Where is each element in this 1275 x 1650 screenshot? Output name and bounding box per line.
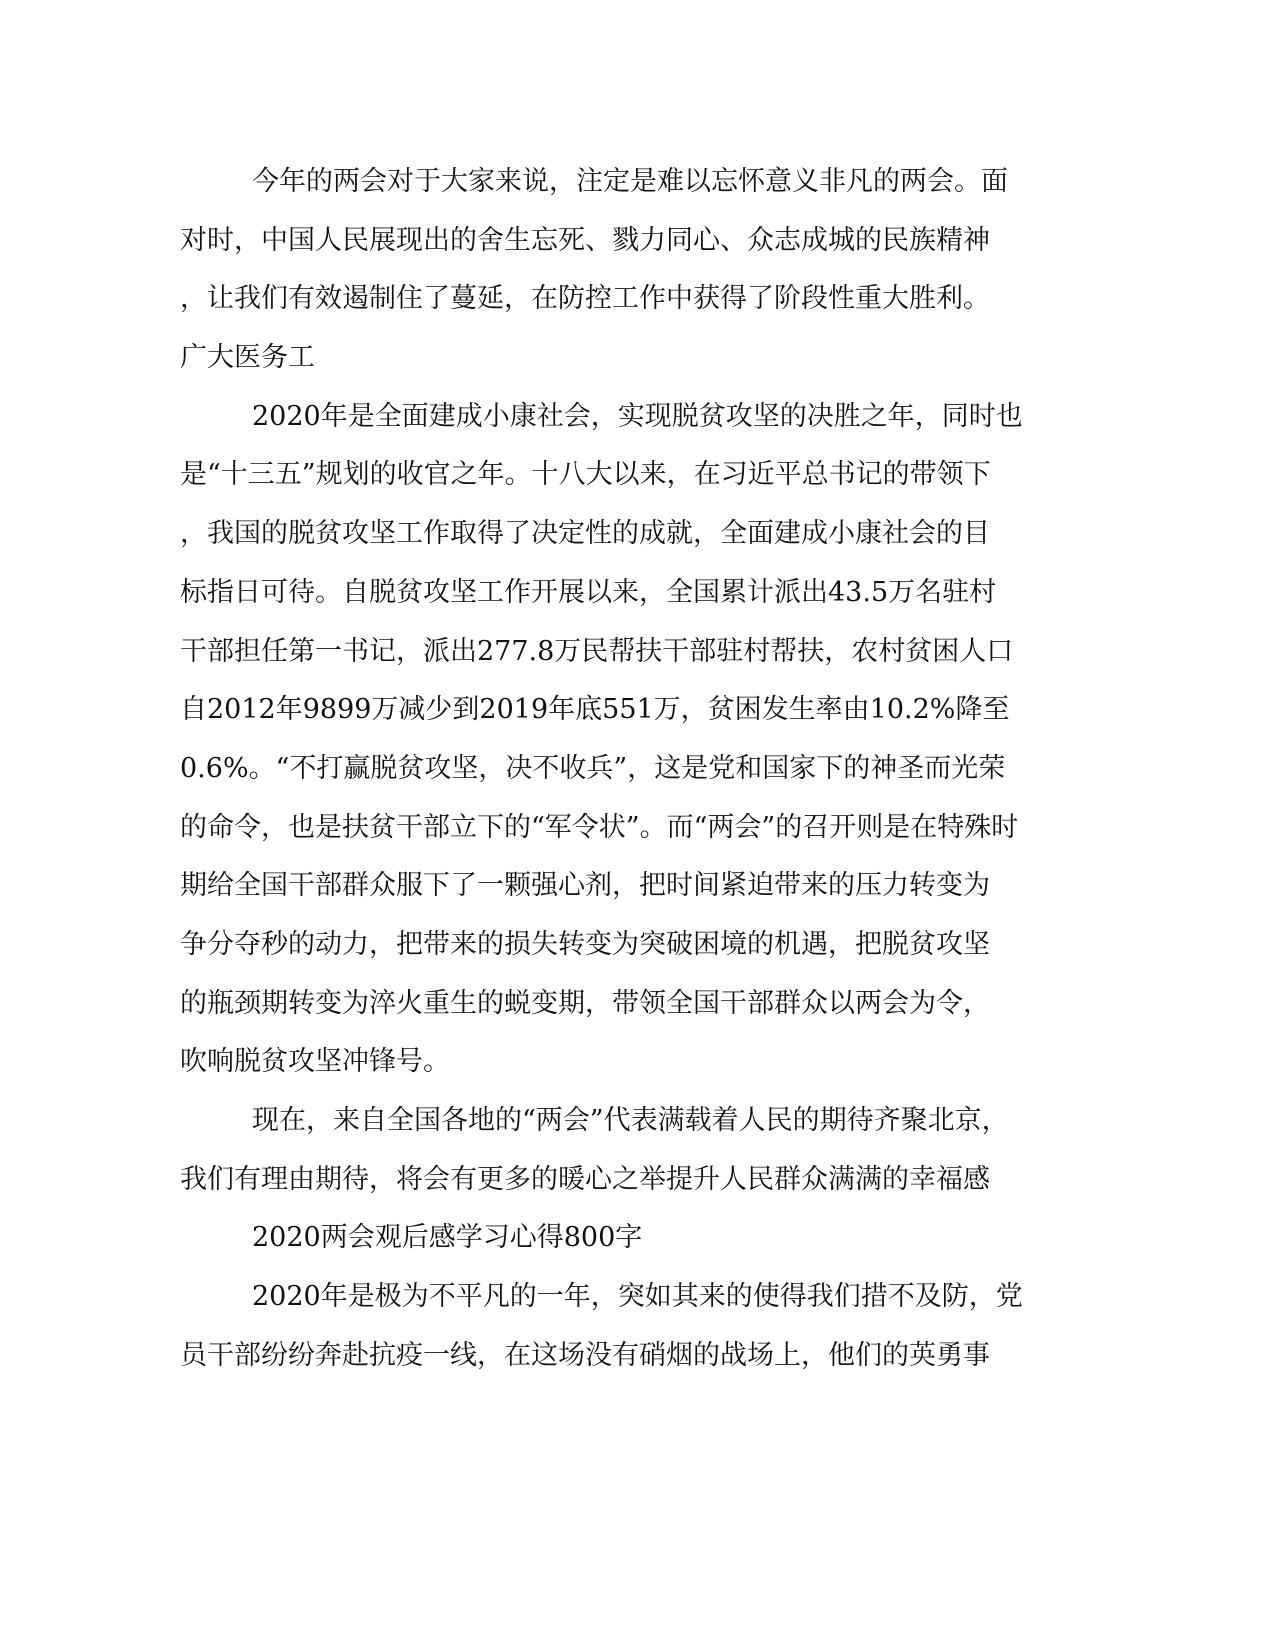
text-line: 期给全国干部群众服下了一颗强心剂，把时间紧迫带来的压力转变为 [180, 870, 990, 902]
text-line: 2020年是全面建成小康社会，实现脱贫攻坚的决胜之年，同时也 [252, 400, 1023, 432]
text-line: 自2012年9899万减少到2019年底551万，贫困发生率由10.2%降至 [180, 694, 1010, 726]
text-line: ，我国的脱贫攻坚工作取得了决定性的成就，全面建成小康社会的目 [180, 518, 990, 550]
text-line: 是“十三五”规划的收官之年。十八大以来，在习近平总书记的带领下 [180, 459, 991, 491]
text-line: 干部担任第一书记，派出277.8万民帮扶干部驻村帮扶，农村贫困人口 [180, 635, 1014, 667]
text-line: 广大医务工 [180, 342, 315, 374]
text-line: 今年的两会对于大家来说，注定是难以忘怀意义非凡的两会。面 [252, 166, 1008, 197]
document-body [180, 153, 1040, 1385]
text-line: 0.6%。“不打赢脱贫攻坚，决不收兵”，这是党和国家下的神圣而光荣 [180, 752, 1006, 784]
text-line: 对时，中国人民展现出的舍生忘死、戮力同心、众志成城的民族精神 [180, 224, 990, 256]
text-line: 员干部纷纷奔赴抗疫一线，在这场没有硝烟的战场上，他们的英勇事 [180, 1339, 990, 1371]
text-line: 吹响脱贫攻坚冲锋号。 [180, 1046, 450, 1078]
text-line: 2020年是极为不平凡的一年，突如其来的使得我们措不及防，党 [252, 1281, 1023, 1313]
text-line: 我们有理由期待，将会有更多的暖心之举提升人民群众满满的幸福感 [180, 1163, 990, 1195]
text-line: 现在，来自全国各地的“两会”代表满载着人民的期待齐聚北京， [252, 1105, 1009, 1136]
text-line: 的命令，也是扶贫干部立下的“军令状”。而“两会”的召开则是在特殊时 [180, 811, 1019, 843]
text-line: ，让我们有效遏制住了蔓延，在防控工作中获得了阶段性重大胜利。 [180, 283, 990, 315]
text-line: 的瓶颈期转变为淬火重生的蜕变期，带领全国干部群众以两会为令， [180, 987, 990, 1019]
text-line: 标指日可待。自脱贫攻坚工作开展以来，全国累计派出43.5万名驻村 [180, 576, 997, 608]
text-line: 争分夺秒的动力，把带来的损失转变为突破困境的机遇，把脱贫攻坚 [180, 928, 990, 960]
text-line: 2020两会观后感学习心得800字 [252, 1222, 643, 1254]
